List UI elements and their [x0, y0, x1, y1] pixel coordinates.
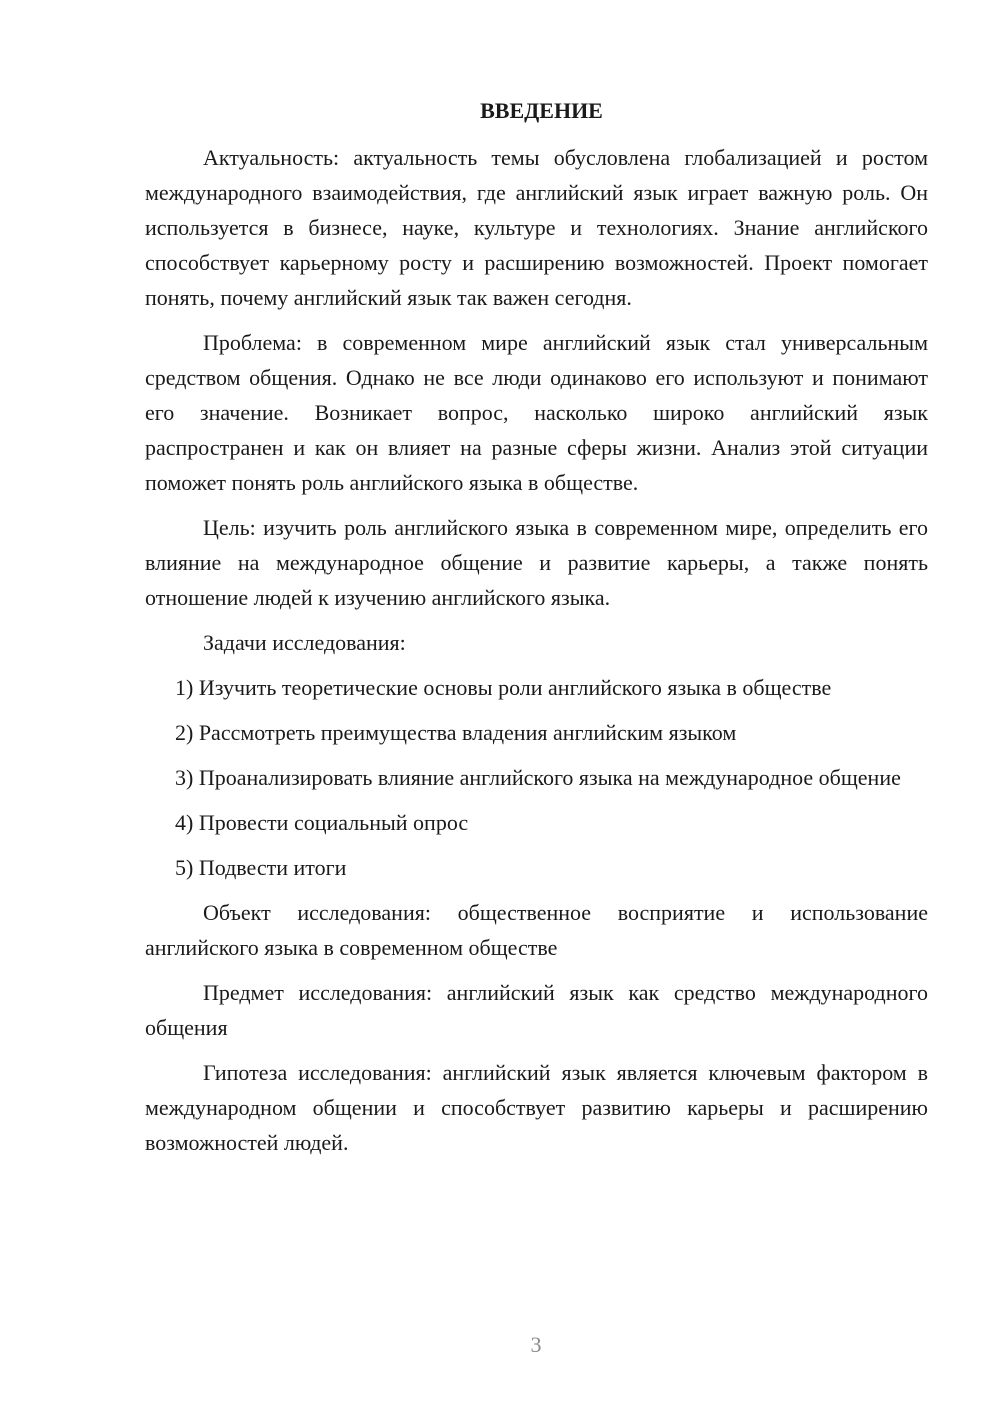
- hypothesis-paragraph: Гипотеза исследования: английский язык является ключевым фактором в международном общении и способствует развитию карьеры и расширению возможностей людей.: [145, 1060, 928, 1155]
- page-number: 3: [530, 1332, 542, 1357]
- task-item-5: 5) Подвести итоги: [175, 855, 347, 880]
- relevance-paragraph: Актуальность: актуальность темы обусловлена глобализацией и ростом международного взаимодействия, где английский язык играет важную роль. Он используется в бизнесе, науке, культуре и технологиях. Знание английского способствует карьерному росту и расширению возможностей. Проект помогает понять, почему английский язык так важен сегодня.: [145, 145, 928, 310]
- task-item-1: 1) Изучить теоретические основы роли английского языка в обществе: [175, 675, 832, 700]
- subject-paragraph: Предмет исследования: английский язык как средство международного общения: [145, 980, 928, 1040]
- page-title: ВВЕДЕНИЕ: [480, 98, 603, 123]
- goal-paragraph: Цель: изучить роль английского языка в современном мире, определить его влияние на международное общение и развитие карьеры, а также понять отношение людей к изучению английского языка.: [145, 515, 928, 610]
- task-item-3: 3) Проанализировать влияние английского языка на международное общение: [175, 765, 901, 790]
- document-page: [145, 94, 928, 1170]
- tasks-heading: Задачи исследования:: [203, 630, 406, 655]
- problem-paragraph: Проблема: в современном мире английский язык стал универсальным средством общения. Однако не все люди одинаково его используют и понимают его значение. Возникает вопрос, насколько широко английский язык распространен и как он влияет на разные сферы жизни. Анализ этой ситуации поможет понять роль английского языка в обществе.: [145, 330, 928, 495]
- task-item-4: 4) Провести социальный опрос: [175, 810, 469, 835]
- object-paragraph: Объект исследования: общественное восприятие и использование английского языка в современном обществе: [145, 900, 928, 960]
- task-item-2: 2) Рассмотреть преимущества владения английским языком: [175, 720, 737, 745]
